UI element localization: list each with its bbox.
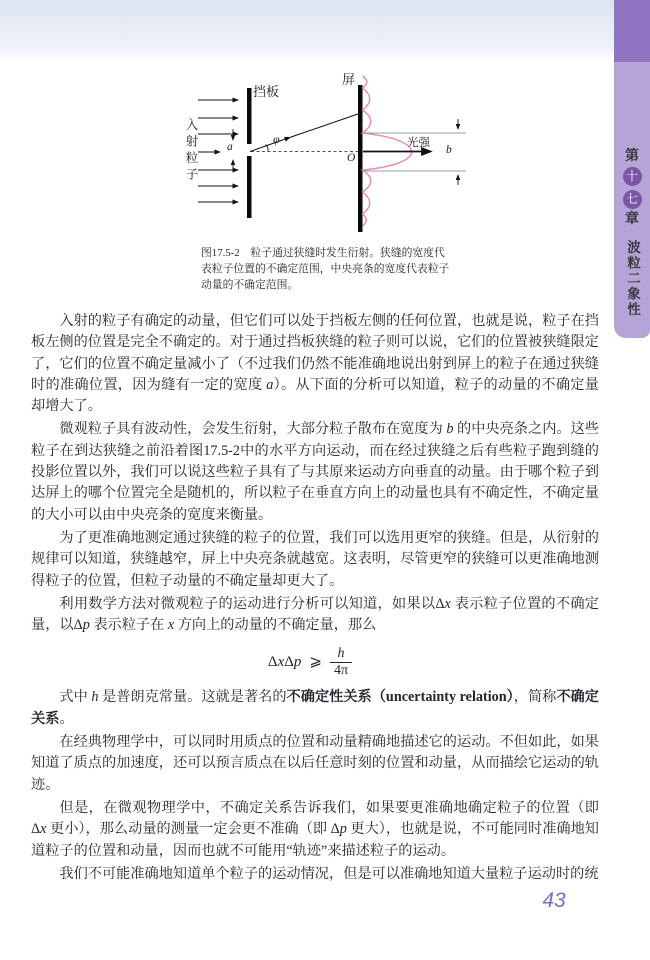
text-segment: 更大），也就是说，不可能同时准确地知道粒子的位置和动量，因而也就不可能用“轨迹”来描述粒子的运动。 xyxy=(31,821,599,859)
text-segment: 不确定性关系 xyxy=(286,689,372,706)
text-segment: 在经典物理学中，可以同时用质点的位置和动量精确地描述它的运动。不但如此，如果知道了质点的加速度，还可以预言质点在以后任意时刻的位置和动量，从而描绘它运动的轨迹。 xyxy=(31,734,599,793)
paragraph xyxy=(31,798,599,862)
text-segment: x xyxy=(444,595,451,612)
text-segment: 表示粒子位置的不确定量，以Δ xyxy=(31,595,599,634)
chapter-title: 波粒二象性 xyxy=(625,240,640,318)
denominator: 4π xyxy=(330,662,352,679)
fraction xyxy=(330,646,352,679)
chapter-suffix: 章 xyxy=(625,212,639,227)
text-segment: b xyxy=(446,421,454,438)
intensity-label: 光强 xyxy=(407,137,430,149)
angle-label: φ xyxy=(273,132,280,146)
chapter-circle-seven: 七 xyxy=(623,190,642,209)
text-segment: p xyxy=(82,617,90,634)
scan-tint-band xyxy=(0,0,616,58)
text-segment: 我们不可能准确地知道单个粒子的运动情况，但是可以准确地知道大量粒子运动时的统 xyxy=(59,865,599,882)
text-segment: h xyxy=(91,689,99,706)
figure-caption xyxy=(201,246,481,293)
text-segment: 更小），那么动量的测量一定会更不准确（即 Δ xyxy=(46,821,340,838)
paragraph xyxy=(31,594,599,637)
text-segment: 入射的粒子有确定的动量，但它们可以处于挡板左侧的任何位置，也就是说，粒子在挡板左侧的位置是完全不确定的。对于通过挡板狭缝的粒子则可以说，它们的位置被狭缝限定了，它们的位置不确定量减小了（不过我们仍然不能准确地说出射到屏上的粒子在通过狭缝时的准确位置，因为缝有一定的宽度 xyxy=(31,313,599,393)
baffle-bars xyxy=(247,88,252,218)
screen-label: 屏 xyxy=(342,72,356,87)
text-segment: 但是，在微观物理学中，不确定关系告诉我们，如果要更准确地确定粒子的位置（即Δ xyxy=(31,799,599,838)
diffracted-ray xyxy=(250,114,358,152)
band-width-label: b xyxy=(446,144,452,156)
text-segment: p xyxy=(339,821,347,838)
text-segment: 微观粒子具有波动性，会发生衍射，大部分粒子散布在宽度为 xyxy=(59,421,447,438)
text-segment: p xyxy=(293,653,302,670)
text-segment: 表示粒子在 xyxy=(89,617,168,634)
screen-bar xyxy=(358,85,363,232)
paragraph xyxy=(31,864,599,885)
diffraction-figure xyxy=(170,68,480,244)
text-segment: 为了更准确地测定通过狭缝的粒子的位置，我们可以选用更窄的狭缝。但是，从衍射的规律可以知道，狭缝越窄，屏上中央亮条就越宽。这表明，尽管更窄的狭缝可以更准确地测得粒子的位置，但粒子动量的不确定量却更大了。 xyxy=(31,529,599,589)
paragraph xyxy=(31,419,599,525)
paragraph xyxy=(31,528,599,592)
text-segment: 不确定关系 xyxy=(31,689,599,727)
chapter-prefix: 第 xyxy=(625,149,639,164)
text-segment: Δ xyxy=(267,653,278,670)
text-segment: x xyxy=(40,821,47,838)
relation-symbol: ⩾ xyxy=(309,653,322,670)
chapter-tab-corner xyxy=(614,0,650,62)
chapter-circle-ten: 十 xyxy=(623,167,642,186)
chapter-tab xyxy=(614,0,650,338)
text-segment: a xyxy=(266,376,274,393)
body-content xyxy=(31,311,599,885)
caption-line: 动量的不确定范围。 xyxy=(201,278,299,291)
chapter-tab-body xyxy=(614,62,650,338)
paragraph xyxy=(31,732,599,796)
text-segment: 式中 xyxy=(59,689,92,706)
text-segment: 。 xyxy=(59,710,74,727)
text-segment: Δ xyxy=(284,653,294,670)
text-segment: 的中央亮条之内。这些粒子在到达狭缝之前沿着图17.5-2中的水平方向运动，而在经过狭缝之后有些粒子跑到缝的投影位置以外，我们可以说这些粒子具有了与其原来运动方向垂直的动量。由于哪个粒子到达屏上的哪个位置完全是随机的，所以粒子在垂直方向上的动量也具有不确定性，不确定量的大小可以由中央亮条的宽度来衡量。 xyxy=(31,421,599,523)
caption-line: 表粒子位置的不确定范围，中央亮条的宽度代表粒子 xyxy=(201,262,450,275)
diffraction-diagram xyxy=(170,68,480,244)
text-segment: ）。从下面的分析可以知道，粒子的动量的不确定量却增大了。 xyxy=(31,376,599,415)
text-segment: ，简称 xyxy=(513,689,557,706)
slit-width-label: a xyxy=(227,141,233,153)
numerator: h xyxy=(337,645,345,661)
page-number: 43 xyxy=(542,889,566,912)
paragraph xyxy=(31,687,599,730)
baffle-label: 挡板 xyxy=(253,84,280,99)
caption-line: 图17.5-2 粒子通过狭缝时发生衍射。狭缝的宽度代 xyxy=(201,247,445,259)
uncertainty-formula xyxy=(21,641,599,683)
text-segment: x xyxy=(167,617,175,634)
text-segment: 是普朗克常量。这就是著名的 xyxy=(98,689,287,706)
incident-particles-label: 入射粒子 xyxy=(184,118,198,184)
origin-label: O xyxy=(347,152,356,164)
paragraph xyxy=(31,311,599,417)
text-segment: 方向上的动量的不确定量，那么 xyxy=(174,617,377,634)
text-segment: 利用数学方法对微观粒子的运动进行分析可以知道，如果以Δ xyxy=(59,595,445,612)
text-segment: （uncertainty relation） xyxy=(371,689,514,706)
text-segment: x xyxy=(277,653,285,670)
